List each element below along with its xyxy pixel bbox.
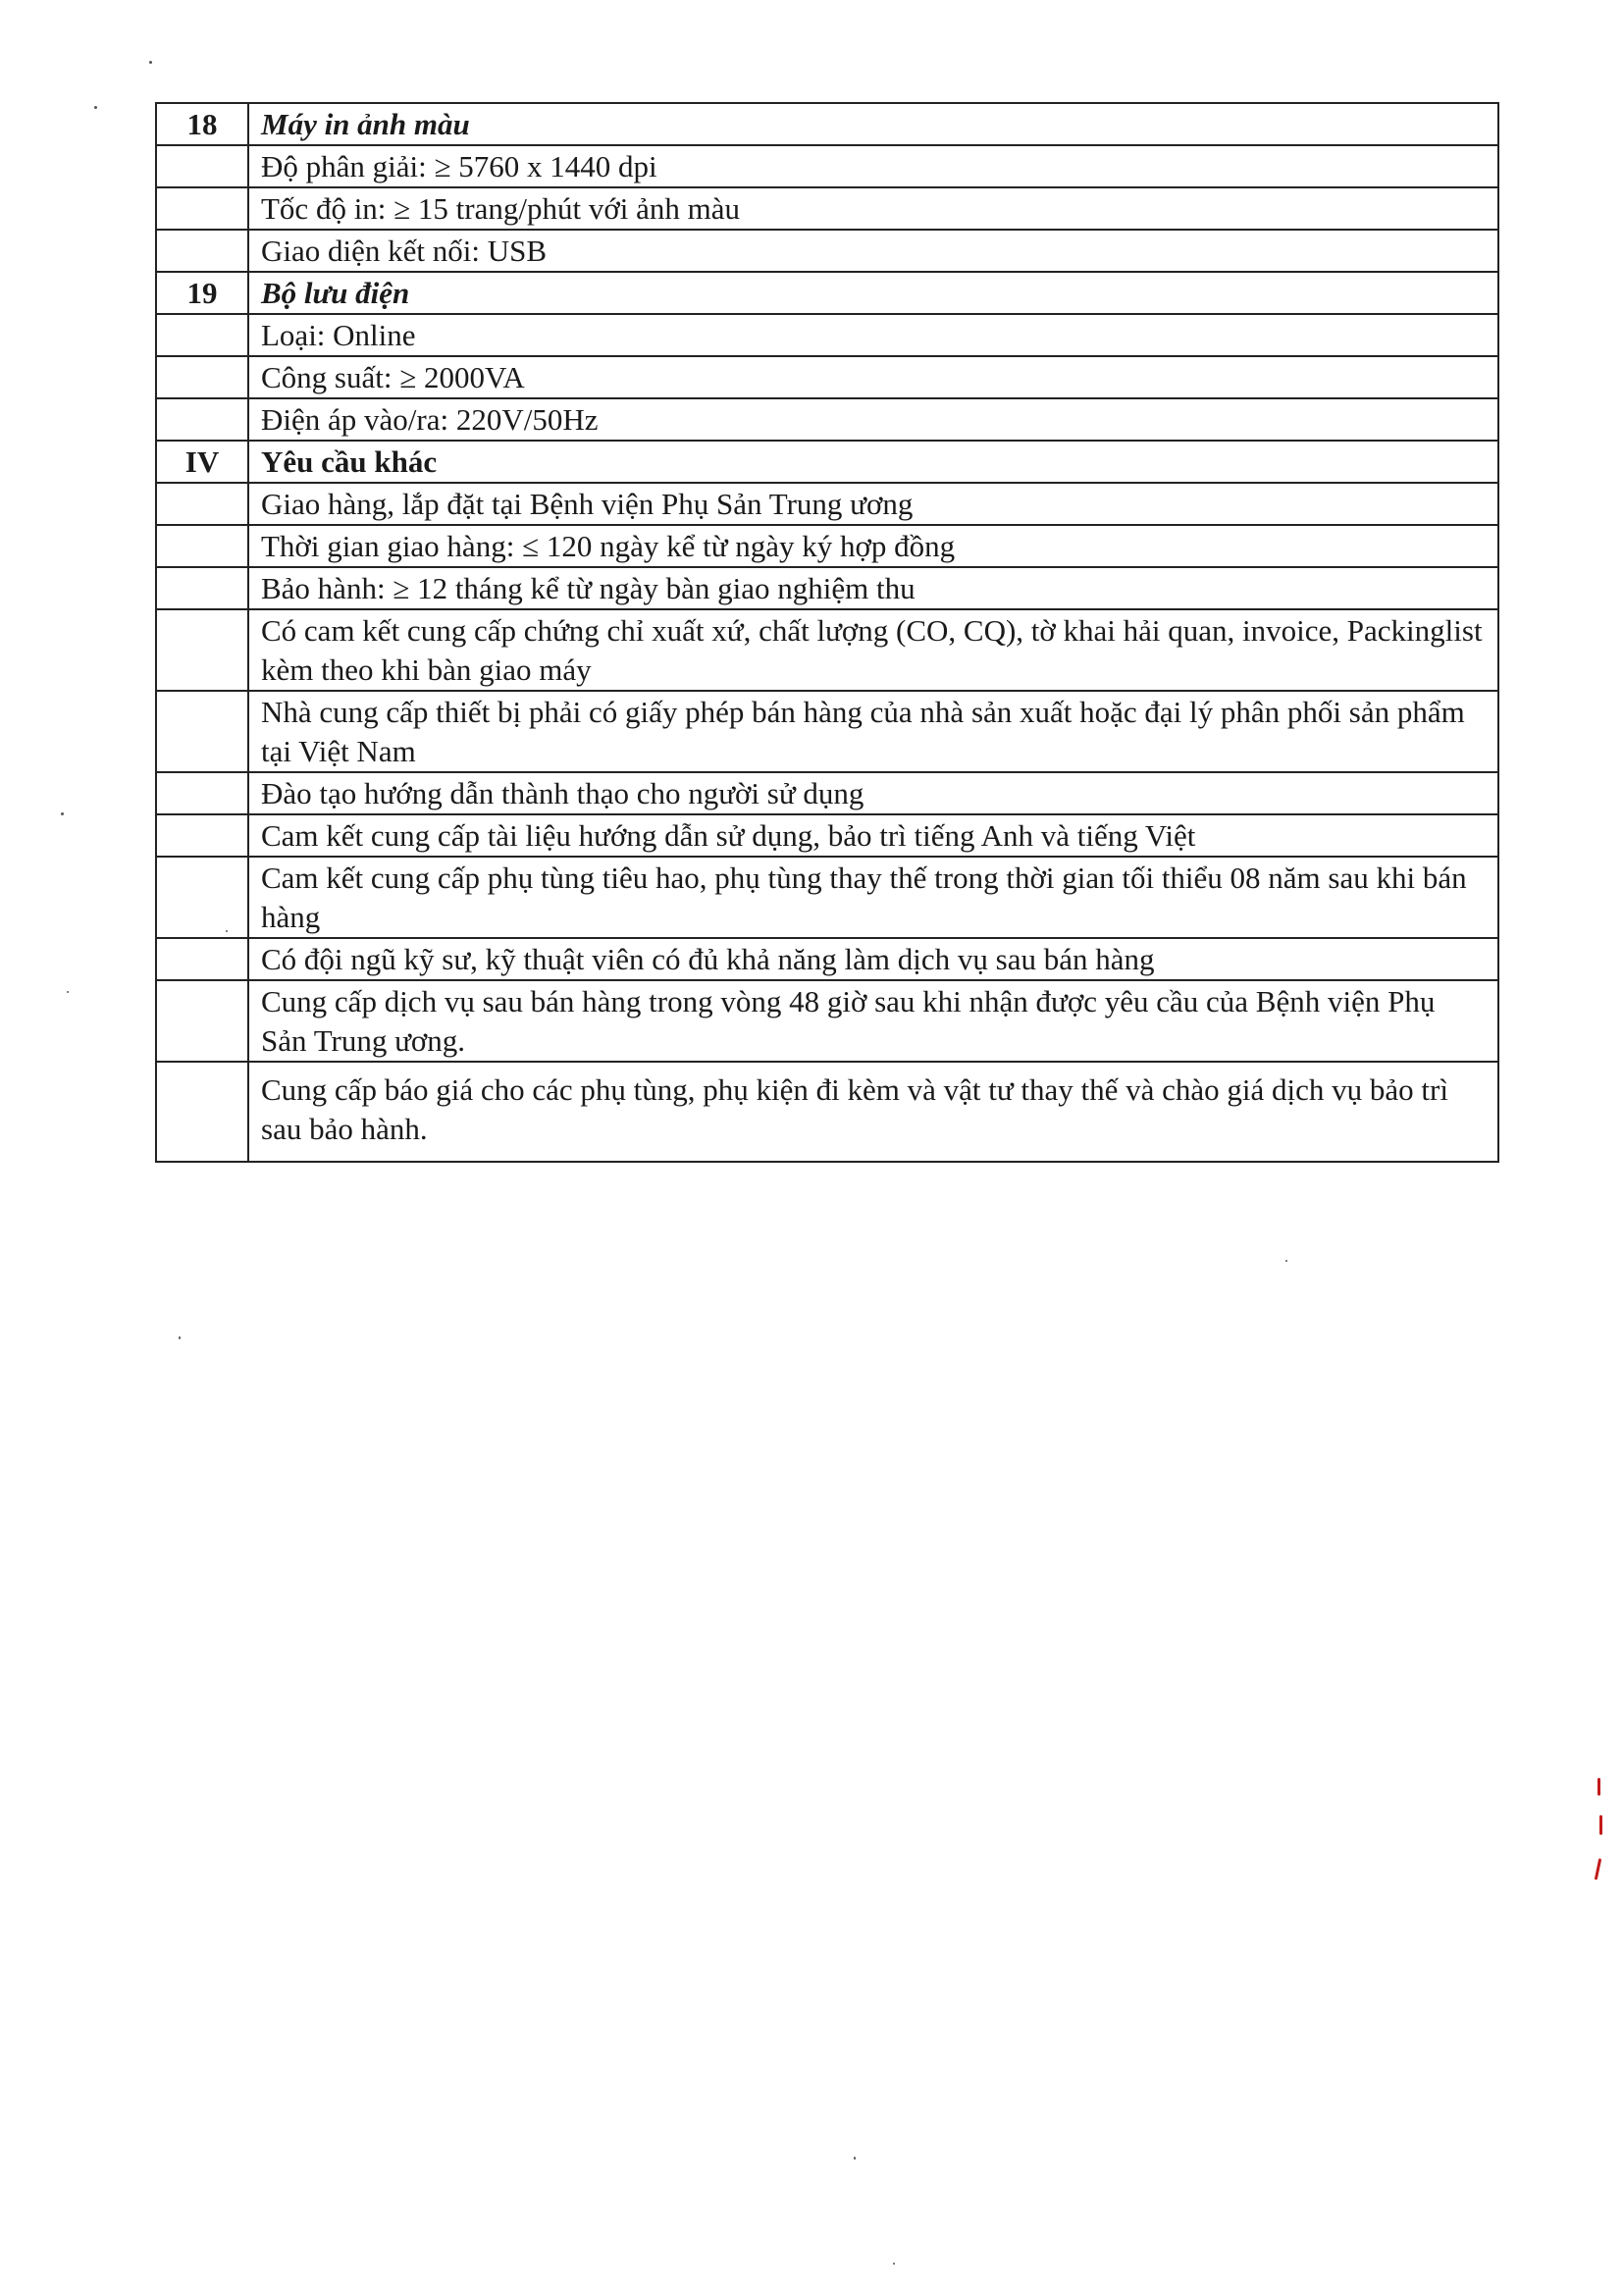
spec-text: Giao diện kết nối: USB (248, 230, 1498, 272)
table-row (156, 814, 1498, 857)
item-number (156, 145, 248, 187)
spec-text: Có cam kết cung cấp chứng chỉ xuất xứ, chất lượng (CO, CQ), tờ khai hải quan, invoice, Packinglist kèm theo khi bàn giao máy (248, 609, 1498, 691)
table-row (156, 772, 1498, 814)
spec-text: Độ phân giải: ≥ 5760 x 1440 dpi (248, 145, 1498, 187)
section-header-row (156, 103, 1498, 145)
section-title: Bộ lưu điện (248, 272, 1498, 314)
item-number (156, 1062, 248, 1162)
item-number (156, 398, 248, 441)
item-number (156, 356, 248, 398)
item-number (156, 483, 248, 525)
scan-speck (226, 930, 228, 932)
table-row (156, 314, 1498, 356)
item-number (156, 525, 248, 567)
table-row (156, 145, 1498, 187)
spec-text: Cam kết cung cấp phụ tùng tiêu hao, phụ tùng thay thế trong thời gian tối thiểu 08 năm sau khi bán hàng (248, 857, 1498, 938)
item-number (156, 938, 248, 980)
scan-speck (179, 1336, 181, 1339)
scan-speck (893, 2263, 895, 2265)
table-row (156, 187, 1498, 230)
item-number (156, 567, 248, 609)
section-title: Máy in ảnh màu (248, 103, 1498, 145)
table-row (156, 980, 1498, 1062)
table-row (156, 483, 1498, 525)
scan-speck (94, 106, 97, 109)
table-row (156, 567, 1498, 609)
table-row (156, 938, 1498, 980)
item-number: 19 (156, 272, 248, 314)
spec-text: Cam kết cung cấp tài liệu hướng dẫn sử dụng, bảo trì tiếng Anh và tiếng Việt (248, 814, 1498, 857)
scan-speck (67, 991, 69, 993)
table-row (156, 356, 1498, 398)
item-number (156, 980, 248, 1062)
requirements-table (155, 102, 1499, 1163)
spec-text: Cung cấp báo giá cho các phụ tùng, phụ kiện đi kèm và vật tư thay thế và chào giá dịch vụ bảo trì sau bảo hành. (248, 1062, 1498, 1162)
scan-speck (854, 2157, 856, 2160)
spec-text: Tốc độ in: ≥ 15 trang/phút với ảnh màu (248, 187, 1498, 230)
spec-text: Công suất: ≥ 2000VA (248, 356, 1498, 398)
spec-text: Cung cấp dịch vụ sau bán hàng trong vòng 48 giờ sau khi nhận được yêu cầu của Bệnh viện Phụ Sản Trung ương. (248, 980, 1498, 1062)
item-number (156, 609, 248, 691)
item-number (156, 314, 248, 356)
table-row (156, 398, 1498, 441)
item-number: IV (156, 441, 248, 483)
table-row (156, 1062, 1498, 1162)
item-number (156, 772, 248, 814)
section-header-row (156, 441, 1498, 483)
spec-text: Thời gian giao hàng: ≤ 120 ngày kể từ ngày ký hợp đồng (248, 525, 1498, 567)
red-ink-mark (1599, 1815, 1602, 1835)
section-header-row (156, 272, 1498, 314)
table-row (156, 525, 1498, 567)
red-ink-mark (1595, 1858, 1602, 1880)
spec-text: Điện áp vào/ra: 220V/50Hz (248, 398, 1498, 441)
item-number (156, 857, 248, 938)
table-row (156, 230, 1498, 272)
table-row (156, 609, 1498, 691)
item-number (156, 230, 248, 272)
item-number (156, 814, 248, 857)
spec-text: Nhà cung cấp thiết bị phải có giấy phép bán hàng của nhà sản xuất hoặc đại lý phân phối sản phẩm tại Việt Nam (248, 691, 1498, 772)
scan-speck (61, 812, 64, 815)
red-ink-mark (1597, 1778, 1600, 1796)
spec-text: Có đội ngũ kỹ sư, kỹ thuật viên có đủ khả năng làm dịch vụ sau bán hàng (248, 938, 1498, 980)
item-number: 18 (156, 103, 248, 145)
spec-text: Bảo hành: ≥ 12 tháng kể từ ngày bàn giao nghiệm thu (248, 567, 1498, 609)
spec-text: Đào tạo hướng dẫn thành thạo cho người sử dụng (248, 772, 1498, 814)
scan-speck (149, 61, 152, 64)
spec-text: Giao hàng, lắp đặt tại Bệnh viện Phụ Sản Trung ương (248, 483, 1498, 525)
scan-speck (1285, 1260, 1287, 1262)
spec-text: Loại: Online (248, 314, 1498, 356)
table-row (156, 691, 1498, 772)
table-row (156, 857, 1498, 938)
section-title: Yêu cầu khác (248, 441, 1498, 483)
item-number (156, 691, 248, 772)
item-number (156, 187, 248, 230)
